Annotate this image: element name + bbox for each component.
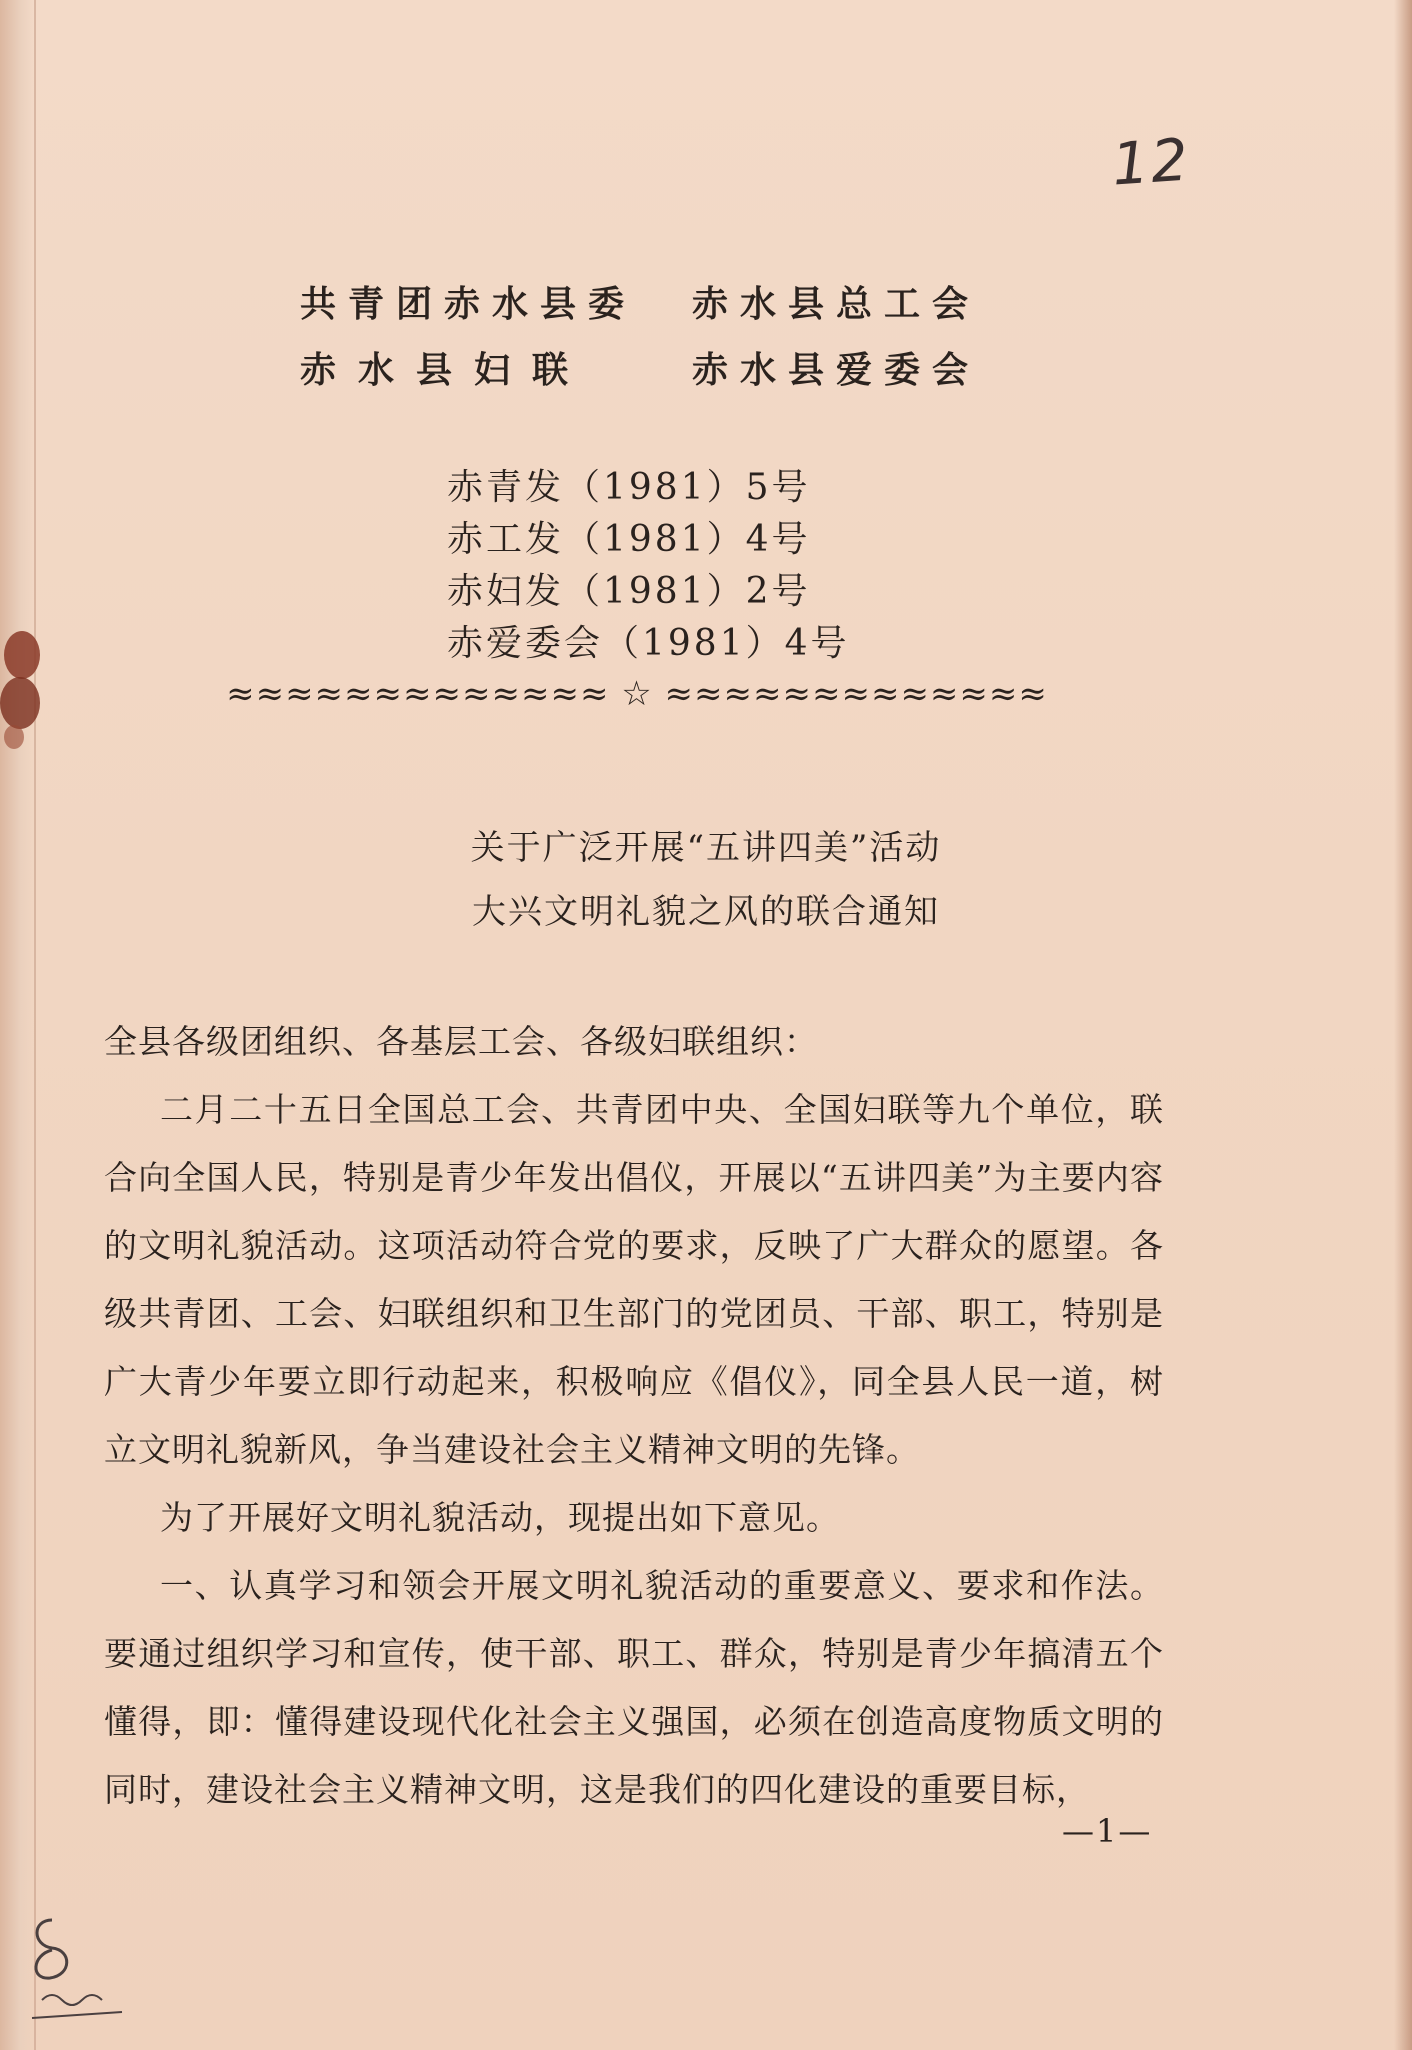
body-paragraph: 二月二十五日全国总工会、共青团中央、全国妇联等九个单位，联合向全国人民，特别是青少年发出倡仪，开展以“五讲四美”为主要内容的文明礼貌活动。这项活动符合党的要求，反映了广大群众的愿望。各级共青团、工会、妇联组织和卫生部门的党团员、干部、职工，特别是广大青少年要立即行动起来，积极响应《倡仪》，同全县人民一道，树立文明礼貌新风，争当建设社会主义精神文明的先锋。 xyxy=(104,1090,1164,1469)
right-edge-shadow xyxy=(1394,0,1412,2050)
document-numbers xyxy=(447,462,850,670)
body-paragraph: 为了开展好文明礼貌活动，现提出如下意见。 xyxy=(160,1498,840,1537)
rust-stain xyxy=(0,625,46,755)
salutation: 全县各级团组织、各基层工会、各级妇联组织： xyxy=(104,1022,818,1061)
handwritten-mark xyxy=(22,1900,142,2030)
notice-title-line-1: 关于广泛开展“五讲四美”活动 xyxy=(470,828,942,868)
wave-divider: ≈≈≈≈≈≈≈≈≈≈≈≈≈ ☆ ≈≈≈≈≈≈≈≈≈≈≈≈≈ xyxy=(226,674,1048,714)
issuer-row xyxy=(300,334,1084,400)
document-number: 赤青发（1981）5号 xyxy=(447,467,811,508)
issuer-name: 赤水县妇联 xyxy=(300,348,591,391)
notice-title-line-2: 大兴文明礼貌之风的联合通知 xyxy=(472,892,940,932)
binding-edge xyxy=(0,0,34,2050)
page-footer-number: —1— xyxy=(1062,1812,1153,1850)
document-number: 赤爱委会（1981）4号 xyxy=(447,623,850,664)
document-number: 赤工发（1981）4号 xyxy=(447,519,811,560)
fold-line xyxy=(34,0,36,2050)
issuer-row xyxy=(300,268,1084,334)
issuer-name: 赤水县爱委会 xyxy=(692,348,981,391)
notice-body xyxy=(104,1008,1164,1824)
body-paragraph: 一、认真学习和领会开展文明礼貌活动的重要意义、要求和作法。要通过组织学习和宣传，使干部、职工、群众，特别是青少年搞清五个懂得，即：懂得建设现代化社会主义强国，必须在创造高度物质文明的同时，建设社会主义精神文明，这是我们的四化建设的重要目标， xyxy=(104,1566,1164,1809)
handwritten-page-number: 12 xyxy=(1109,125,1193,199)
document-number: 赤妇发（1981）2号 xyxy=(447,571,811,612)
issuing-organizations xyxy=(300,268,1084,400)
issuer-name: 赤水县总工会 xyxy=(692,282,981,325)
issuer-name: 共青团赤水县委 xyxy=(300,282,637,325)
